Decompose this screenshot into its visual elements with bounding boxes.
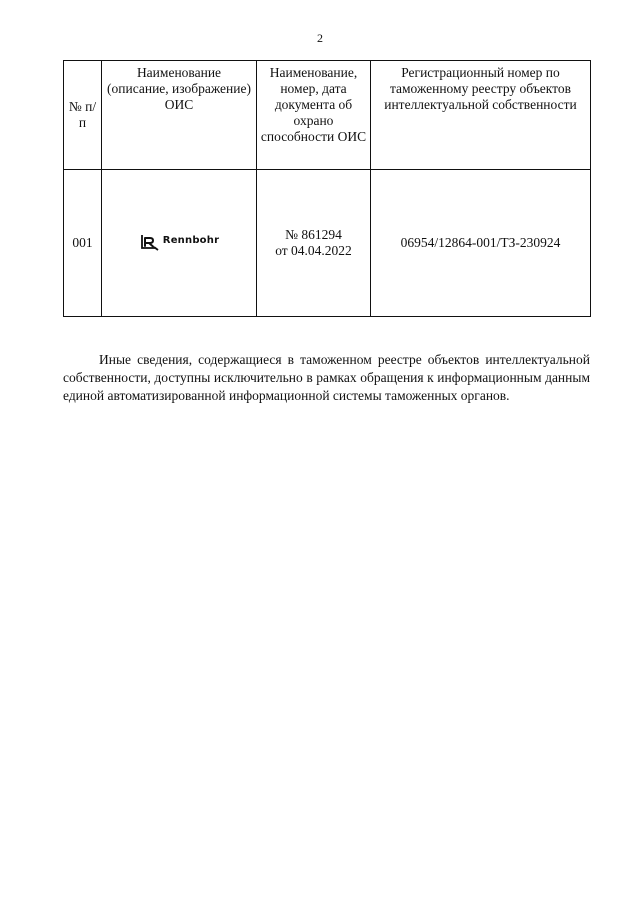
logo-text: Rennbohr [162,235,220,246]
header-reg-number: Регистрационный номер по таможенному реестру объектов интеллектуальной собственности [371,61,591,170]
doc-date: от 04.04.2022 [275,243,352,258]
note-paragraph: Иные сведения, содержащиеся в таможенном реестре объектов интеллектуальной собственности, доступны исключительно в рамках обращения к информационным данным единой автоматизированной информационной системы таможенных органов. [63,352,590,403]
rennbohr-r-emblem-icon [139,231,159,251]
registry-table [63,60,591,317]
table-header-row [64,61,591,170]
header-document: Наименование, номер, дата документа об охрано способности ОИС [257,61,371,170]
table-row [64,170,591,317]
cell-trademark-image [102,170,257,317]
doc-number: № 861294 [285,227,342,242]
cell-reg-number: 06954/12864-001/ТЗ-230924 [371,170,591,317]
rennbohr-logo [139,231,219,251]
header-name: Наименование (описание, изображение) ОИС [102,61,257,170]
header-num: № п/п [64,61,102,170]
page-number: 2 [317,31,323,45]
cell-document [257,170,371,317]
cell-num: 001 [64,170,102,317]
